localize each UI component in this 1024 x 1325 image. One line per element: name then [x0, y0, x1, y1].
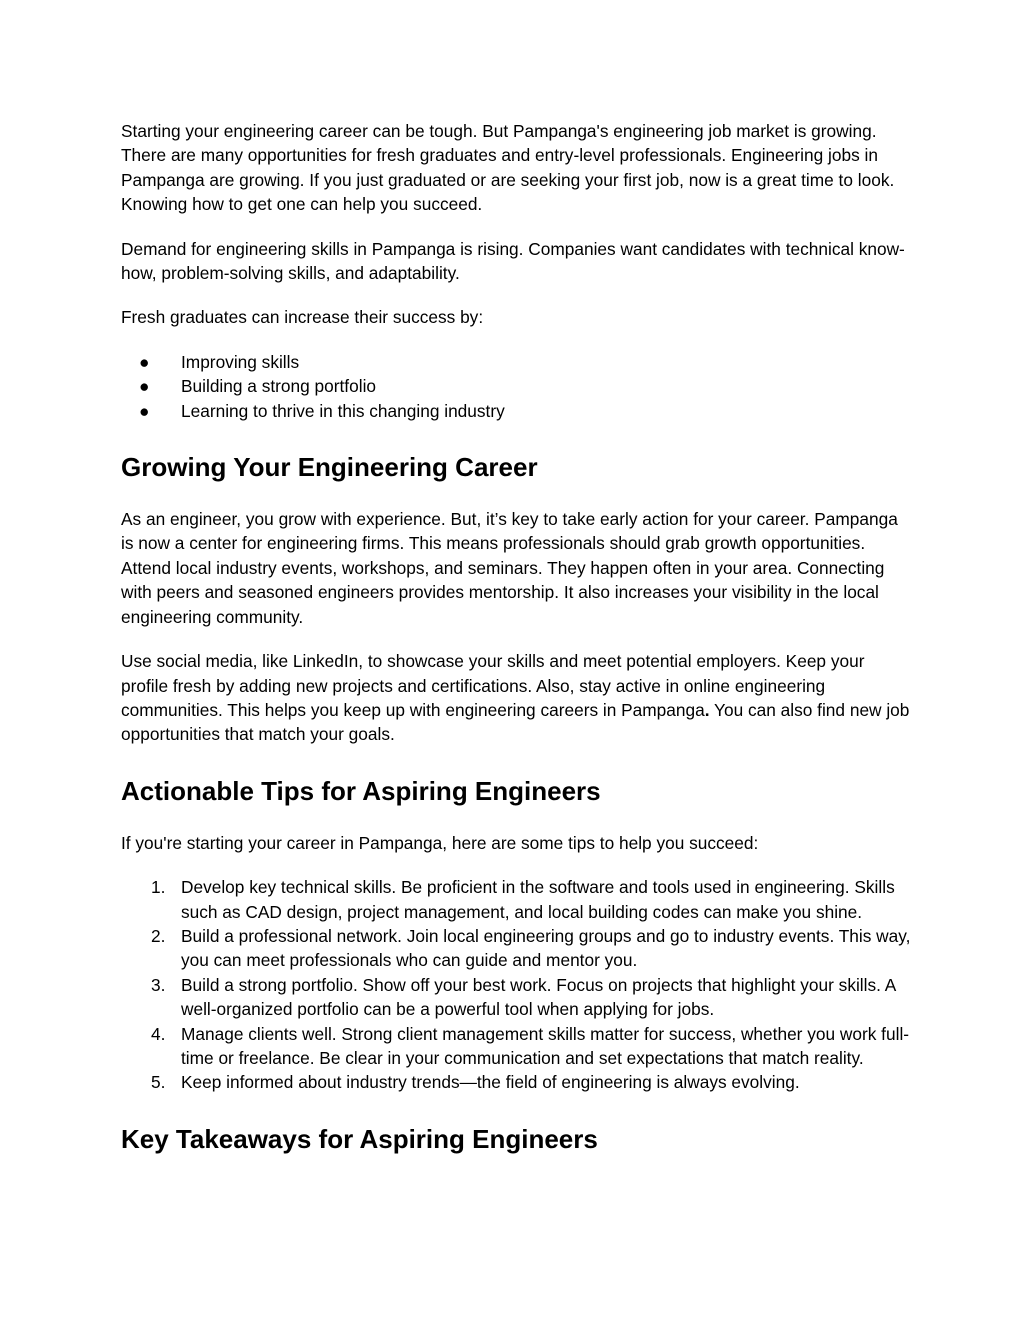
list-number: 5.: [151, 1072, 166, 1093]
list-number: 3.: [151, 974, 166, 995]
list-item: ● Improving skills: [121, 350, 911, 374]
intro-paragraph-3: Fresh graduates can increase their success by:: [121, 307, 484, 328]
list-number: 4.: [151, 1023, 166, 1044]
section-heading-key-takeaways: Key Takeaways for Aspiring Engineers: [121, 1123, 598, 1154]
tips-numbered-list: [121, 875, 911, 1095]
list-item: 5. Keep informed about industry trends—the field of engineering is always evolving.: [121, 1070, 911, 1094]
list-item: 3. Build a strong portfolio. Show off your best work. Focus on projects that highlight your skills. A well-organized portfolio can be a powerful tool when applying for jobs.: [151, 974, 896, 1020]
list-item: ● Building a strong portfolio: [121, 374, 911, 398]
growing-career-paragraph-2: Use social media, like LinkedIn, to showcase your skills and meet potential employers. Keep your profile fresh by adding new projects and certifications. Also, stay active in online engineering communities. This helps you keep up with engineering careers in Pampanga. You can also find new job opportunities that match your goals.: [121, 651, 910, 745]
section-heading-actionable-tips: Actionable Tips for Aspiring Engineers: [121, 775, 601, 806]
bullet-marker: ●: [139, 376, 150, 397]
list-item: 1. Develop key technical skills. Be proficient in the software and tools used in engineering. Skills such as CAD design, project management, and local building codes can make you shine.: [151, 877, 895, 922]
list-item: 2. Build a professional network. Join local engineering groups and go to industry events. This way, you can meet professionals who can guide and mentor you.: [151, 925, 911, 971]
section-heading-growing-career: Growing Your Engineering Career: [121, 452, 538, 483]
bullet-marker: ●: [139, 400, 150, 421]
list-number: 1.: [151, 877, 166, 898]
list-number: 2.: [151, 925, 166, 946]
list-item: 4. Manage clients well. Strong client management skills matter for success, whether you work full-time or freelance. Be clear in your communication and set expectations that match reality.: [151, 1023, 910, 1068]
bullet-marker: ●: [139, 351, 150, 372]
actionable-tips-intro: If you're starting your career in Pampanga, here are some tips to help you succeed:: [121, 832, 759, 853]
intro-paragraph-2: Demand for engineering skills in Pampanga is rising. Companies want candidates with technical know-how, problem-solving skills, and adaptability.: [121, 238, 905, 284]
intro-paragraph-1: Starting your engineering career can be tough. But Pampanga's engineering job market is growing. There are many opportunities for fresh graduates and entry-level professionals. Engineering jobs in Pampanga are growing. If you just graduated or are seeking your first job, now is a great time to look. Knowing how to get one can help you succeed.: [121, 121, 895, 215]
success-bullet-list: [121, 350, 911, 423]
growing-career-paragraph-1: As an engineer, you grow with experience. But, it’s key to take early action for your career. Pampanga is now a center for engineering firms. This means professionals should grab growth opportunities. Attend local industry events, workshops, and seminars. They happen often in your area. Connecting with peers and seasoned engineers provides mentorship. It also increases your visibility in the local engineering community.: [121, 509, 898, 627]
list-item: ● Learning to thrive in this changing industry: [121, 399, 911, 423]
document-page: [121, 119, 911, 1155]
